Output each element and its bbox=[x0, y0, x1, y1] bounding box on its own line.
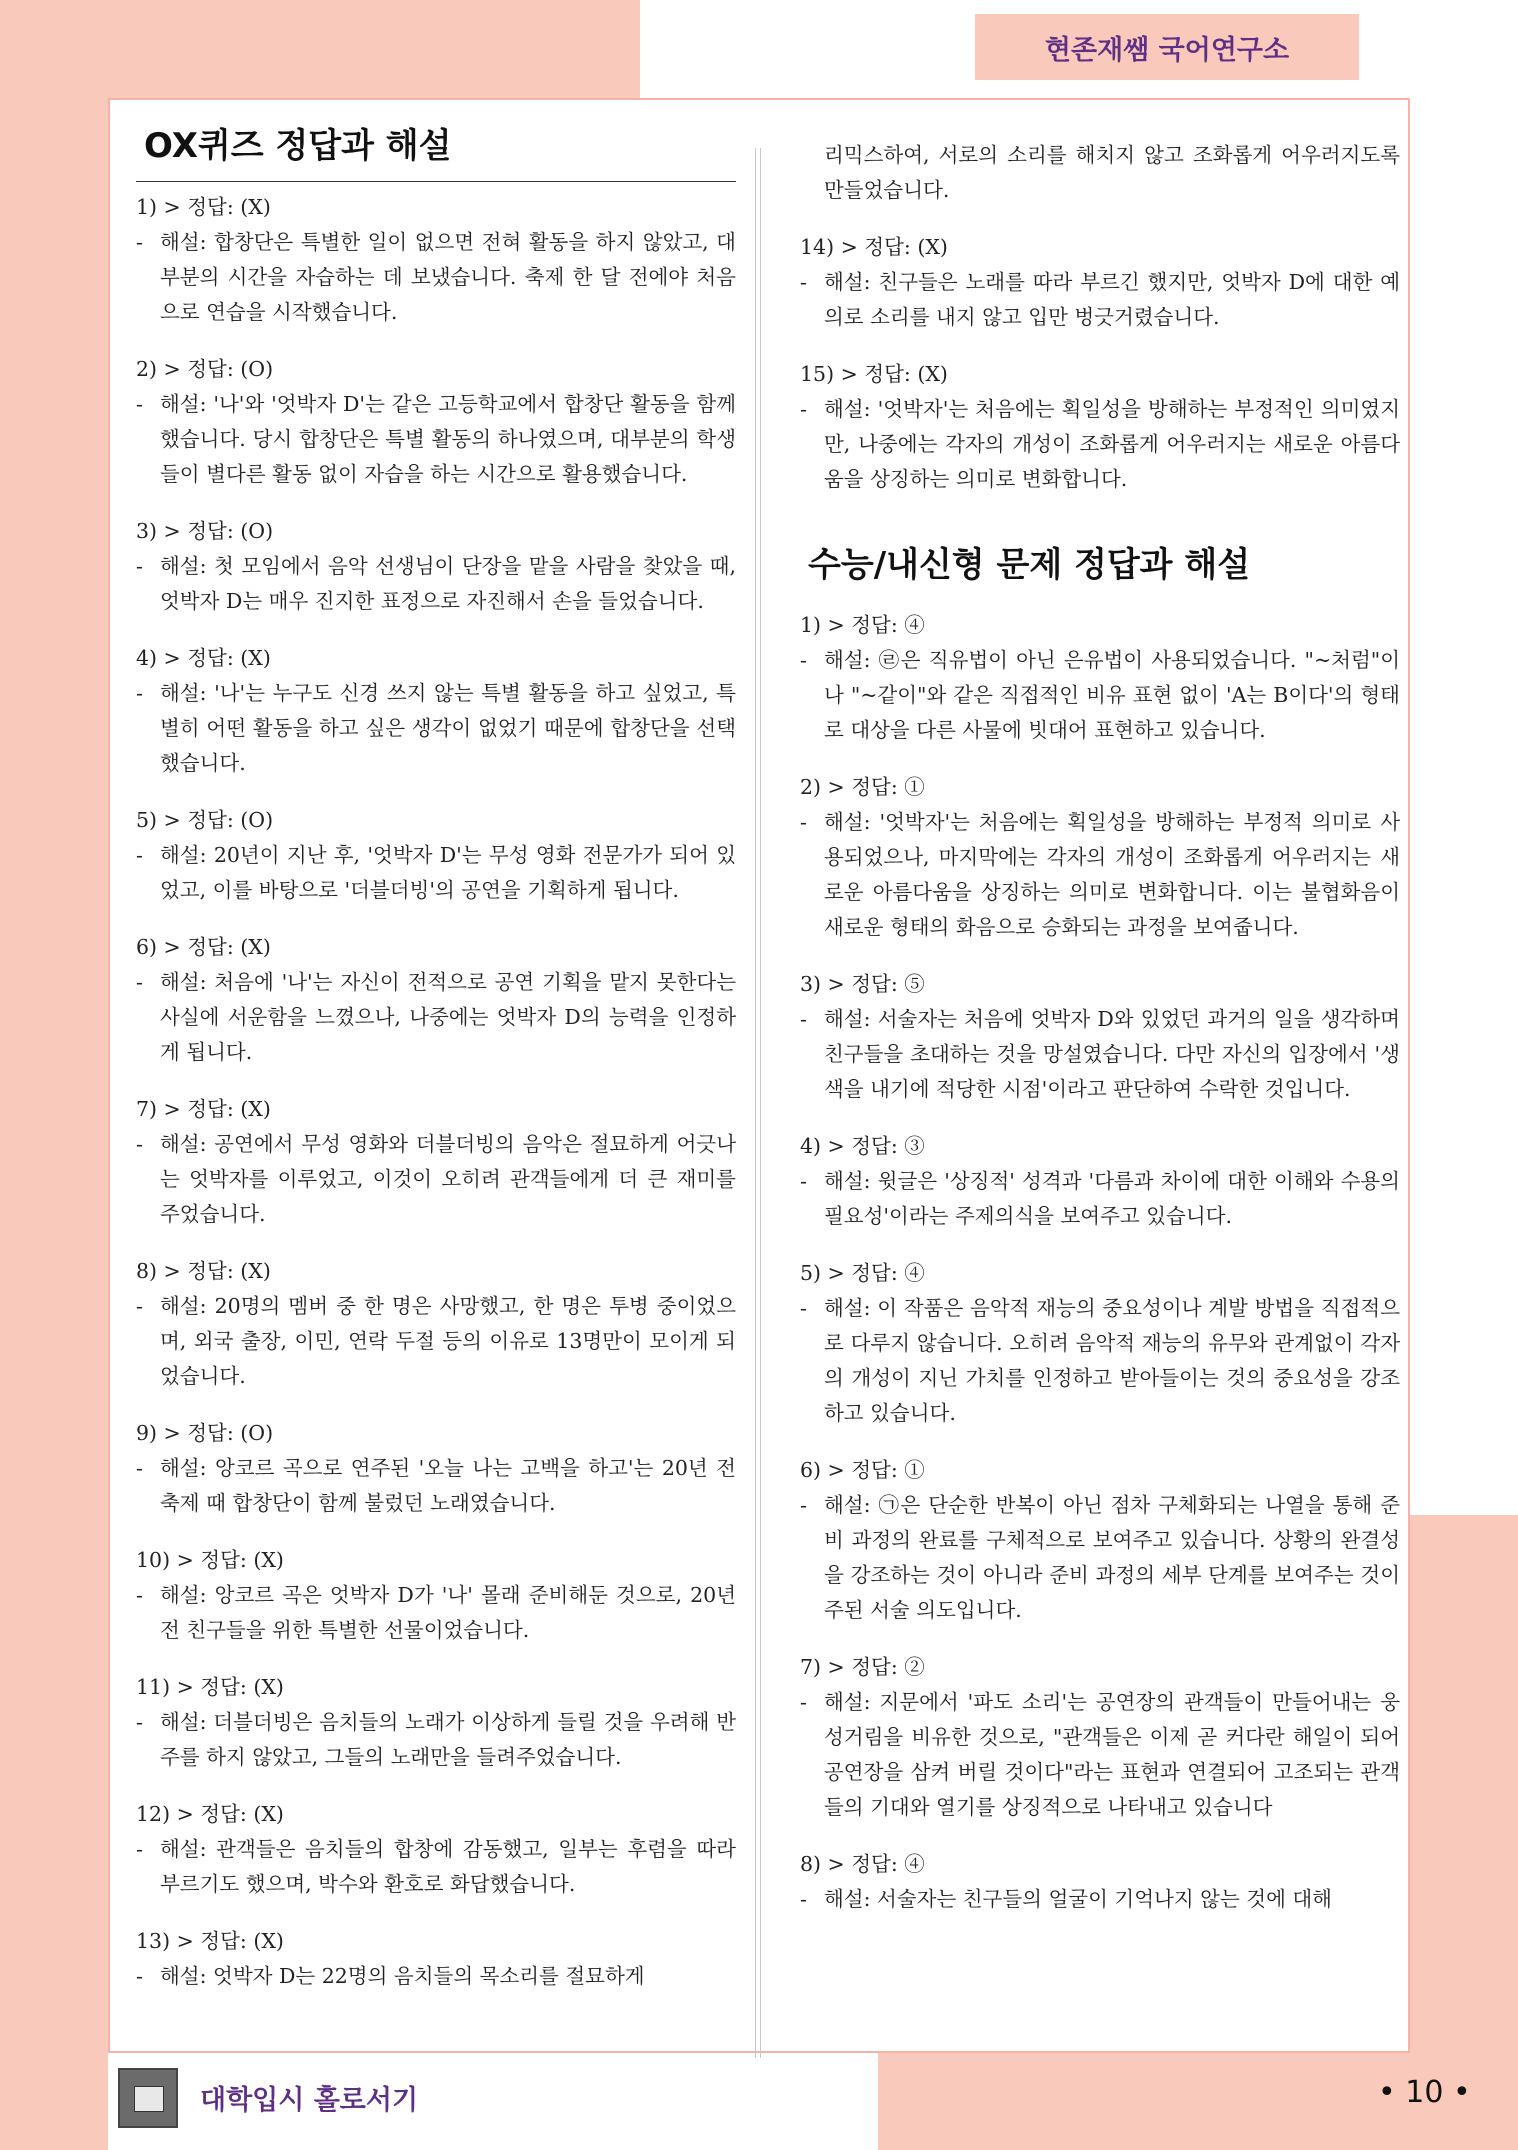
exam-item-answer: 4) > 정답: ③ bbox=[800, 1134, 925, 1158]
ox-item-7: 7) > 정답: (X) - 해설: 공연에서 무성 영화와 더블더빙의 음악은 절묘하게 어긋나는 엇박자를 이루었고, 이것이 오히려 관객들에게 더 큰 재미를 주었습니다. bbox=[136, 1092, 736, 1232]
ox-item-explanation: 해설: 첫 모임에서 음악 선생님이 단장을 맡을 사람을 찾았을 때, 엇박자 D는 매우 진지한 표정으로 자진해서 손을 들었습니다. bbox=[160, 554, 736, 613]
ox-item-answer: 11) > 정답: (X) bbox=[136, 1675, 284, 1699]
page-number: • 10 • bbox=[1378, 2075, 1471, 2110]
ox-item-answer: 10) > 정답: (X) bbox=[136, 1548, 284, 1572]
ox-item-answer: 1) > 정답: (X) bbox=[136, 195, 271, 219]
footer-logo-icon bbox=[118, 2068, 178, 2128]
exam-item-2: 2) > 정답: ① - 해설: '엇박자'는 처음에는 획일성을 방해하는 부정적 의미로 사용되었으나, 마지막에는 각자의 개성이 조화롭게 어우러지는 새로운 아름다움을 상징하는 의미로 변화합니다. 이는 불협화음이 새로운 형태의 화음으로 승화되는 과정을 보여줍니다. bbox=[800, 770, 1400, 945]
left-column bbox=[136, 118, 736, 2016]
ox-item-9: 9) > 정답: (O) - 해설: 앙코르 곡으로 연주된 '오늘 나는 고백을 하고'는 20년 전 축제 때 합창단이 함께 불렀던 노래였습니다. bbox=[136, 1416, 736, 1521]
ox-item-explanation: 해설: 처음에 '나'는 자신이 전적으로 공연 기획을 맡지 못한다는 사실에 서운함을 느꼈으나, 나중에는 엇박자 D의 능력을 인정하게 됩니다. bbox=[160, 970, 736, 1064]
exam-item-3: 3) > 정답: ⑤ - 해설: 서술자는 처음에 엇박자 D와 있었던 과거의 일을 생각하며 친구들을 초대하는 것을 망설였습니다. 다만 자신의 입장에서 '생색을 내기에 적당한 시점'이라고 판단하여 수락한 것입니다. bbox=[800, 967, 1400, 1107]
exam-item-explanation: 해설: '엇박자'는 처음에는 획일성을 방해하는 부정적 의미로 사용되었으나, 마지막에는 각자의 개성이 조화롭게 어우러지는 새로운 아름다움을 상징하는 의미로 변화합니다. 이는 불협화음이 새로운 형태의 화음으로 승화되는 과정을 보여줍니다. bbox=[824, 810, 1400, 939]
ox-item-2: 2) > 정답: (O) - 해설: '나'와 '엇박자 D'는 같은 고등학교에서 합창단 활동을 함께 했습니다. 당시 합창단은 특별 활동의 하나였으며, 대부분의 학생들이 별다른 활동 없이 자습을 하는 시간으로 활용했습니다. bbox=[136, 352, 736, 492]
ox-item-answer: 2) > 정답: (O) bbox=[136, 357, 274, 381]
ox-item-4: 4) > 정답: (X) - 해설: '나'는 누구도 신경 쓰지 않는 특별 활동을 하고 싶었고, 특별히 어떤 활동을 하고 싶은 생각이 없었기 때문에 합창단을 선택했습니다. bbox=[136, 641, 736, 781]
ox-item-explanation: 해설: 20명의 멤버 중 한 명은 사망했고, 한 명은 투병 중이었으며, 외국 출장, 이민, 연락 두절 등의 이유로 13명만이 모이게 되었습니다. bbox=[160, 1294, 736, 1388]
ox-item-explanation: 해설: 앙코르 곡은 엇박자 D가 '나' 몰래 준비해둔 것으로, 20년 전 친구들을 위한 특별한 선물이었습니다. bbox=[160, 1583, 736, 1642]
exam-item-answer: 7) > 정답: ② bbox=[800, 1655, 925, 1679]
exam-item-answer: 2) > 정답: ① bbox=[800, 775, 925, 799]
ox-item-explanation: 해설: '나'는 누구도 신경 쓰지 않는 특별 활동을 하고 싶었고, 특별히 어떤 활동을 하고 싶은 생각이 없었기 때문에 합창단을 선택했습니다. bbox=[160, 681, 736, 775]
ox-item-1: 1) > 정답: (X) - 해설: 합창단은 특별한 일이 없으면 전혀 활동을 하지 않았고, 대부분의 시간을 자습하는 데 보냈습니다. 축제 한 달 전에야 처음으로 연습을 시작했습니다. bbox=[136, 190, 736, 330]
ox-item-5: 5) > 정답: (O) - 해설: 20년이 지난 후, '엇박자 D'는 무성 영화 전문가가 되어 있었고, 이를 바탕으로 '더블더빙'의 공연을 기획하게 됩니다. bbox=[136, 803, 736, 908]
ox-item-answer: 15) > 정답: (X) bbox=[800, 362, 948, 386]
ox-item-answer: 6) > 정답: (X) bbox=[136, 935, 271, 959]
header-brand: 현존재쌤 국어연구소 bbox=[975, 14, 1359, 80]
ox-item-11: 11) > 정답: (X) - 해설: 더블더빙은 음치들의 노래가 이상하게 들릴 것을 우려해 반주를 하지 않았고, 그들의 노래만을 들려주었습니다. bbox=[136, 1670, 736, 1775]
exam-item-6: 6) > 정답: ① - 해설: ㉠은 단순한 반복이 아닌 점차 구체화되는 나열을 통해 준비 과정의 완료를 구체적으로 보여주고 있습니다. 상황의 완결성을 강조하는 것이 아니라 준비 과정의 세부 단계를 보여주는 것이 주된 서술 의도입니다. bbox=[800, 1453, 1400, 1628]
right-column bbox=[800, 138, 1400, 1939]
exam-item-explanation: 해설: 서술자는 친구들의 얼굴이 기억나지 않는 것에 대해 bbox=[824, 1887, 1332, 1911]
exam-item-7: 7) > 정답: ② - 해설: 지문에서 '파도 소리'는 공연장의 관객들이 만들어내는 웅성거림을 비유한 것으로, "관객들은 이제 곧 커다란 해일이 되어 공연장을 삼켜 버릴 것이다"라는 표현과 연결되어 고조되는 관객들의 기대와 열기를 상징적으로 나타내고 있습니다 bbox=[800, 1650, 1400, 1825]
exam-item-4: 4) > 정답: ③ - 해설: 윗글은 '상징적' 성격과 '다름과 차이에 대한 이해와 수용의 필요성'이라는 주제의식을 보여주고 있습니다. bbox=[800, 1129, 1400, 1234]
exam-item-1: 1) > 정답: ④ - 해설: ㉣은 직유법이 아닌 은유법이 사용되었습니다. "~처럼"이나 "~같이"와 같은 직접적인 비유 표현 없이 'A는 B이다'의 형태로 대상을 다른 사물에 빗대어 표현하고 있습니다. bbox=[800, 608, 1400, 748]
ox-item-explanation: 해설: '엇박자'는 처음에는 획일성을 방해하는 부정적인 의미였지만, 나중에는 각자의 개성이 조화롭게 어우러지는 새로운 아름다움을 상징하는 의미로 변화합니다. bbox=[824, 397, 1400, 491]
exam-item-answer: 1) > 정답: ④ bbox=[800, 613, 925, 637]
ox-item-answer: 4) > 정답: (X) bbox=[136, 646, 271, 670]
ox-item-explanation: 해설: 친구들은 노래를 따라 부르긴 했지만, 엇박자 D에 대한 예의로 소리를 내지 않고 입만 벙긋거렸습니다. bbox=[824, 270, 1400, 329]
ox-item-answer: 7) > 정답: (X) bbox=[136, 1097, 271, 1121]
ox-item-6: 6) > 정답: (X) - 해설: 처음에 '나'는 자신이 전적으로 공연 기획을 맡지 못한다는 사실에 서운함을 느꼈으나, 나중에는 엇박자 D의 능력을 인정하게 됩니다. bbox=[136, 930, 736, 1070]
ox-item-8: 8) > 정답: (X) - 해설: 20명의 멤버 중 한 명은 사망했고, 한 명은 투병 중이었으며, 외국 출장, 이민, 연락 두절 등의 이유로 13명만이 모이게 되었습니다. bbox=[136, 1254, 736, 1394]
ox-item-explanation: 해설: 관객들은 음치들의 합창에 감동했고, 일부는 후렴을 따라 부르기도 했으며, 박수와 환호로 화답했습니다. bbox=[160, 1837, 736, 1896]
ox-item-explanation: 해설: 20년이 지난 후, '엇박자 D'는 무성 영화 전문가가 되어 있었고, 이를 바탕으로 '더블더빙'의 공연을 기획하게 됩니다. bbox=[160, 843, 736, 902]
ox-item-answer: 3) > 정답: (O) bbox=[136, 519, 274, 543]
ox-item-answer: 13) > 정답: (X) bbox=[136, 1929, 284, 1953]
exam-item-answer: 6) > 정답: ① bbox=[800, 1458, 925, 1482]
ox-section-title: OX퀴즈 정답과 해설 bbox=[136, 118, 736, 182]
ox-item-explanation: 해설: 합창단은 특별한 일이 없으면 전혀 활동을 하지 않았고, 대부분의 시간을 자습하는 데 보냈습니다. 축제 한 달 전에야 처음으로 연습을 시작했습니다. bbox=[160, 230, 736, 324]
exam-item-explanation: 해설: ㉣은 직유법이 아닌 은유법이 사용되었습니다. "~처럼"이나 "~같이"와 같은 직접적인 비유 표현 없이 'A는 B이다'의 형태로 대상을 다른 사물에 빗대어 표현하고 있습니다. bbox=[824, 648, 1400, 742]
ox-item-explanation: 해설: '나'와 '엇박자 D'는 같은 고등학교에서 합창단 활동을 함께 했습니다. 당시 합창단은 특별 활동의 하나였으며, 대부분의 학생들이 별다른 활동 없이 자습을 하는 시간으로 활용했습니다. bbox=[160, 392, 736, 486]
ox-item-14: 14) > 정답: (X) - 해설: 친구들은 노래를 따라 부르긴 했지만, 엇박자 D에 대한 예의로 소리를 내지 않고 입만 벙긋거렸습니다. bbox=[800, 230, 1400, 335]
ox-item-explanation-continued: 리믹스하여, 서로의 소리를 해치지 않고 조화롭게 어우러지도록 만들었습니다. bbox=[824, 143, 1400, 202]
ox-item-answer: 9) > 정답: (O) bbox=[136, 1421, 274, 1445]
exam-item-explanation: 해설: 이 작품은 음악적 재능의 중요성이나 계발 방법을 직접적으로 다루지 않습니다. 오히려 음악적 재능의 유무와 관계없이 각자의 개성이 지닌 가치를 인정하고 받아들이는 것의 중요성을 강조하고 있습니다. bbox=[824, 1296, 1400, 1425]
side-decoration-left bbox=[0, 0, 108, 2150]
exam-item-explanation: 해설: ㉠은 단순한 반복이 아닌 점차 구체화되는 나열을 통해 준비 과정의 완료를 구체적으로 보여주고 있습니다. 상황의 완결성을 강조하는 것이 아니라 준비 과정의 세부 단계를 보여주는 것이 주된 서술 의도입니다. bbox=[824, 1493, 1400, 1622]
ox-item-answer: 5) > 정답: (O) bbox=[136, 808, 274, 832]
exam-section-title: 수능/내신형 문제 정답과 해설 bbox=[808, 545, 1251, 585]
ox-item-explanation: 해설: 엇박자 D는 22명의 음치들의 목소리를 절묘하게 bbox=[160, 1964, 645, 1988]
ox-item-12: 12) > 정답: (X) - 해설: 관객들은 음치들의 합창에 감동했고, 일부는 후렴을 따라 부르기도 했으며, 박수와 환호로 화답했습니다. bbox=[136, 1797, 736, 1902]
exam-item-5: 5) > 정답: ④ - 해설: 이 작품은 음악적 재능의 중요성이나 계발 방법을 직접적으로 다루지 않습니다. 오히려 음악적 재능의 유무와 관계없이 각자의 개성이 지닌 가치를 인정하고 받아들이는 것의 중요성을 강조하고 있습니다. bbox=[800, 1256, 1400, 1431]
exam-item-explanation: 해설: 지문에서 '파도 소리'는 공연장의 관객들이 만들어내는 웅성거림을 비유한 것으로, "관객들은 이제 곧 커다란 해일이 되어 공연장을 삼켜 버릴 것이다"라는 표현과 연결되어 고조되는 관객들의 기대와 열기를 상징적으로 나타내고 있습니다 bbox=[824, 1690, 1400, 1819]
exam-item-answer: 5) > 정답: ④ bbox=[800, 1261, 925, 1285]
ox-item-3: 3) > 정답: (O) - 해설: 첫 모임에서 음악 선생님이 단장을 맡을 사람을 찾았을 때, 엇박자 D는 매우 진지한 표정으로 자진해서 손을 들었습니다. bbox=[136, 514, 736, 619]
ox-item-explanation: 해설: 더블더빙은 음치들의 노래가 이상하게 들릴 것을 우려해 반주를 하지 않았고, 그들의 노래만을 들려주었습니다. bbox=[160, 1710, 736, 1769]
exam-item-answer: 8) > 정답: ④ bbox=[800, 1852, 925, 1876]
ox-item-answer: 8) > 정답: (X) bbox=[136, 1259, 271, 1283]
ox-item-13-continued bbox=[800, 138, 1400, 208]
exam-item-explanation: 해설: 서술자는 처음에 엇박자 D와 있었던 과거의 일을 생각하며 친구들을 초대하는 것을 망설였습니다. 다만 자신의 입장에서 '생색을 내기에 적당한 시점'이라고 판단하여 수락한 것입니다. bbox=[824, 1007, 1400, 1101]
ox-item-15: 15) > 정답: (X) - 해설: '엇박자'는 처음에는 획일성을 방해하는 부정적인 의미였지만, 나중에는 각자의 개성이 조화롭게 어우러지는 새로운 아름다움을 상징하는 의미로 변화합니다. bbox=[800, 357, 1400, 497]
ox-item-13: 13) > 정답: (X) - 해설: 엇박자 D는 22명의 음치들의 목소리를 절묘하게 bbox=[136, 1924, 736, 1994]
ox-item-explanation: 해설: 공연에서 무성 영화와 더블더빙의 음악은 절묘하게 어긋나는 엇박자를 이루었고, 이것이 오히려 관객들에게 더 큰 재미를 주었습니다. bbox=[160, 1132, 736, 1226]
ox-item-explanation: 해설: 앙코르 곡으로 연주된 '오늘 나는 고백을 하고'는 20년 전 축제 때 합창단이 함께 불렀던 노래였습니다. bbox=[160, 1456, 736, 1515]
ox-item-answer: 14) > 정답: (X) bbox=[800, 235, 948, 259]
exam-item-explanation: 해설: 윗글은 '상징적' 성격과 '다름과 차이에 대한 이해와 수용의 필요성'이라는 주제의식을 보여주고 있습니다. bbox=[824, 1169, 1400, 1228]
footer-brand: 대학입시 홀로서기 bbox=[200, 2085, 419, 2116]
ox-item-answer: 12) > 정답: (X) bbox=[136, 1802, 284, 1826]
column-divider bbox=[755, 148, 761, 2058]
ox-item-10: 10) > 정답: (X) - 해설: 앙코르 곡은 엇박자 D가 '나' 몰래 준비해둔 것으로, 20년 전 친구들을 위한 특별한 선물이었습니다. bbox=[136, 1543, 736, 1648]
exam-item-8: 8) > 정답: ④ - 해설: 서술자는 친구들의 얼굴이 기억나지 않는 것에 대해 bbox=[800, 1847, 1400, 1917]
exam-item-answer: 3) > 정답: ⑤ bbox=[800, 972, 925, 996]
